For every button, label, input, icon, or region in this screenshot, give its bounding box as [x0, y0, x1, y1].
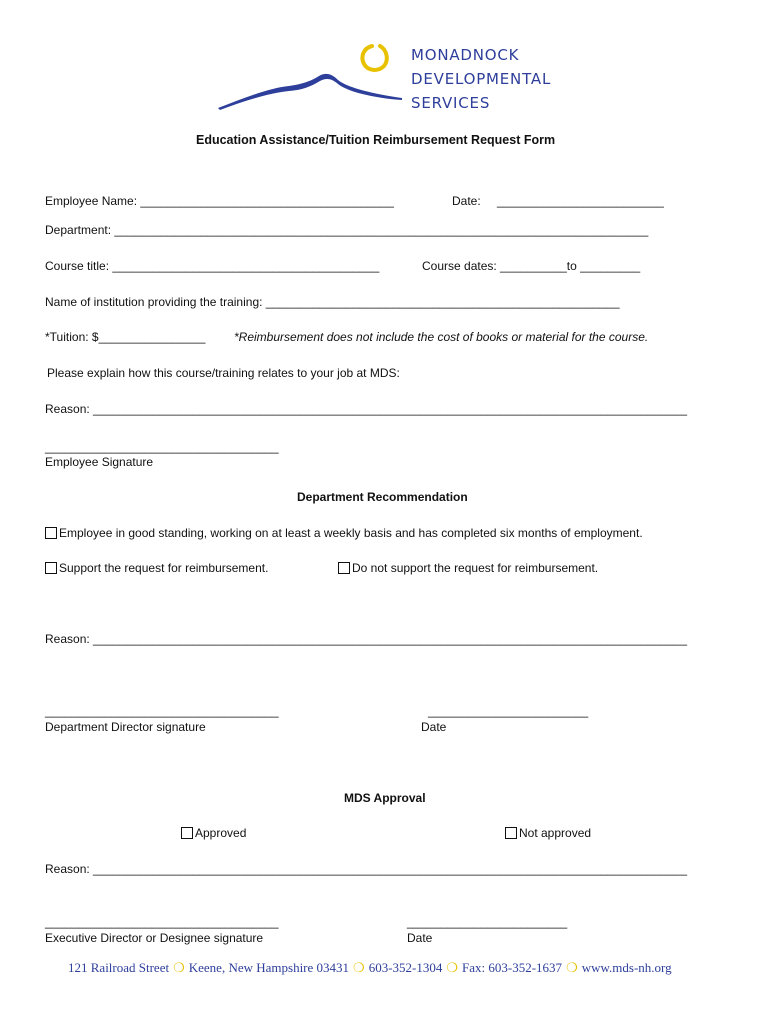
footer: [68, 960, 672, 976]
footer-address: 121 Railroad Street: [68, 960, 170, 975]
course-dates-field[interactable]: Course dates: __________to _________: [422, 259, 641, 273]
checkbox-icon[interactable]: [181, 827, 193, 839]
dept-director-signature-label: Department Director signature: [45, 720, 206, 734]
employee-signature-label: Employee Signature: [45, 455, 154, 469]
not-approved-option[interactable]: [505, 826, 591, 840]
tuition-note: *Reimbursement does not include the cost of books or material for the course.: [234, 330, 649, 344]
dept-heading: Department Recommendation: [297, 490, 468, 504]
mds-date-label: Date: [407, 931, 433, 945]
date-field[interactable]: _________________________: [497, 194, 664, 208]
not-support-option[interactable]: [338, 561, 598, 575]
department-field[interactable]: Department: ________________________________________________________________________________: [45, 223, 649, 237]
footer-city: Keene, New Hampshire 03431: [188, 960, 350, 975]
dept-director-signature-line[interactable]: ___________________________________: [45, 704, 279, 718]
institution-field[interactable]: Name of institution providing the training: _____________________________________________________: [45, 295, 620, 309]
footer-website[interactable]: www.mds-nh.org: [581, 960, 672, 975]
dept-reason-field[interactable]: Reason: _________________________________________________________________________________________: [45, 632, 687, 646]
approved-label: Approved: [195, 826, 247, 840]
separator-icon: ❍: [173, 960, 185, 975]
logo-sun-icon: [362, 46, 386, 70]
employee-signature-line[interactable]: ___________________________________: [45, 440, 279, 454]
support-option[interactable]: [45, 561, 268, 575]
logo-line-2: DEVELOPMENTAL: [411, 70, 552, 88]
mds-reason-field[interactable]: Reason: _________________________________________________________________________________________: [45, 862, 687, 876]
date-label: Date:: [452, 194, 481, 208]
good-standing-label: Employee in good standing, working on at least a weekly basis and has completed six months of employment.: [59, 526, 643, 540]
approved-option[interactable]: [181, 826, 246, 840]
exec-signature-line[interactable]: ___________________________________: [45, 915, 279, 929]
separator-icon: ❍: [353, 960, 365, 975]
logo-graphic: [214, 38, 404, 112]
checkbox-icon[interactable]: [505, 827, 517, 839]
checkbox-icon[interactable]: [45, 527, 57, 539]
explain-prompt: Please explain how this course/training relates to your job at MDS:: [47, 366, 400, 380]
mds-date-line[interactable]: ________________________: [407, 915, 568, 929]
dept-date-line[interactable]: ________________________: [428, 704, 589, 718]
good-standing-option[interactable]: [45, 526, 643, 540]
separator-icon: ❍: [446, 960, 459, 975]
mds-heading: MDS Approval: [344, 791, 426, 805]
employee-name-field[interactable]: Employee Name: ______________________________________: [45, 194, 394, 208]
separator-icon: ❍: [566, 960, 578, 975]
support-label: Support the request for reimbursement.: [59, 561, 269, 575]
reason-field[interactable]: Reason: _________________________________________________________________________________________: [45, 402, 687, 416]
course-title-field[interactable]: Course title: ________________________________________: [45, 259, 380, 273]
logo-line-1: MONADNOCK: [411, 46, 520, 64]
logo-mountain-icon: [218, 74, 402, 110]
footer-fax: Fax: 603-352-1637: [462, 960, 563, 975]
not-support-label: Do not support the request for reimbursement.: [352, 561, 599, 575]
form-title: Education Assistance/Tuition Reimbursement Request Form: [196, 133, 556, 147]
checkbox-icon[interactable]: [45, 562, 57, 574]
footer-phone: 603-352-1304: [368, 960, 443, 975]
logo-line-3: SERVICES: [411, 94, 491, 112]
dept-date-label: Date: [421, 720, 447, 734]
checkbox-icon[interactable]: [338, 562, 350, 574]
exec-signature-label: Executive Director or Designee signature: [45, 931, 264, 945]
not-approved-label: Not approved: [519, 826, 592, 840]
tuition-field[interactable]: *Tuition: $________________: [45, 330, 206, 344]
